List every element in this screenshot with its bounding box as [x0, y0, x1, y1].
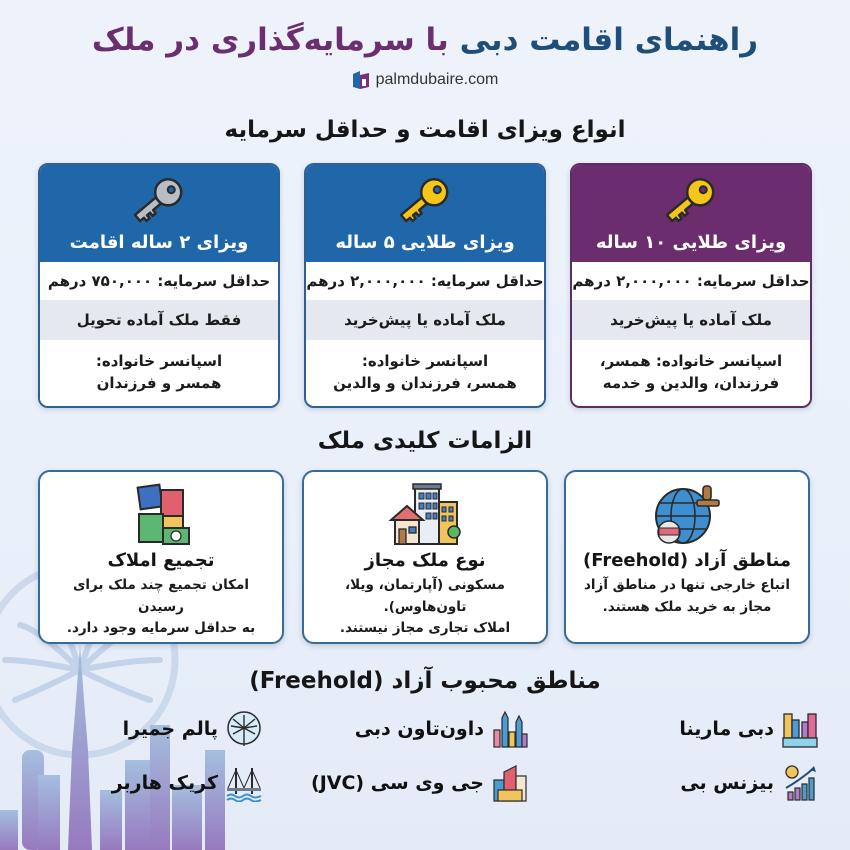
buildings-icon: [385, 482, 465, 548]
requirement-title: تجمیع املاک: [107, 550, 215, 571]
zone-palm-jumeirah: [123, 710, 262, 748]
requirement-description: امکان تجمیع چند ملک برای رسیدن به حداقل سرمایه وجود دارد.: [66, 577, 256, 637]
property-status: ملک آماده یا پیش‌خرید: [572, 300, 810, 340]
family-sponsor: اسپانسر خانواده: همسر، فرزندان و والدین: [306, 340, 544, 406]
visa-section-title: انواع ویزای اقامت و حداقل سرمایه: [224, 117, 626, 143]
zone-business-bay: [680, 764, 818, 802]
jvc-buildings-icon: [492, 764, 528, 802]
visa-card-10-year: [570, 163, 812, 408]
visa-title: ویزای طلایی ۱۰ ساله: [595, 232, 787, 253]
visa-title: ویزای طلایی ۵ ساله: [335, 232, 515, 253]
family-sponsor: اسپانسر خانواده: همسر، فرزندان، والدین و خدمه: [572, 340, 810, 406]
requirement-card-property-type: [302, 470, 548, 644]
visa-card-2-year: [38, 163, 280, 408]
silver-key-icon: [127, 171, 191, 229]
requirement-card-freehold: [564, 470, 810, 644]
zone-name: داون‌تاون دبی: [354, 718, 484, 740]
creek-bridge-icon: [226, 764, 262, 802]
min-investment: حداقل سرمایه: ۷۵۰,۰۰۰ درهم: [40, 262, 278, 300]
gold-key-icon: [393, 171, 457, 229]
zone-name: دبی مارینا: [679, 718, 774, 740]
min-investment: حداقل سرمایه: ۲,۰۰۰,۰۰۰ درهم: [306, 262, 544, 300]
property-status: ملک آماده یا پیش‌خرید: [306, 300, 544, 340]
zone-downtown-dubai: [355, 710, 528, 748]
title-part2: با سرمایه‌گذاری در ملک: [91, 22, 449, 58]
requirements-section-title: الزامات کلیدی ملک: [317, 428, 533, 454]
brand-logo-icon: [352, 70, 370, 90]
puzzle-money-icon: [121, 482, 201, 548]
zone-name: بیزنس بی: [680, 772, 774, 794]
requirement-description: اتباع خارجی تنها در مناطق آزاد مجاز به خرید ملک هستند.: [584, 577, 790, 615]
requirement-description: مسکونی (آپارتمان، ویلا، تاون‌هاوس). املاک تجاری مجاز نیستند.: [339, 577, 511, 637]
zone-creek-harbour: [112, 764, 262, 802]
title-part1: راهنمای اقامت دبی: [459, 22, 759, 58]
zone-name: جی وی سی (JVC): [311, 772, 484, 794]
brand-url[interactable]: palmdubaire.com: [375, 71, 499, 88]
palm-island-icon: [226, 710, 262, 748]
gold-key-icon: [659, 171, 723, 229]
globe-stamp-icon: [647, 482, 727, 548]
requirement-card-aggregation: [38, 470, 284, 644]
min-investment: حداقل سرمایه: ۲,۰۰۰,۰۰۰ درهم: [572, 262, 810, 300]
page-title: [0, 22, 850, 58]
zone-name: پالم جمیرا: [122, 718, 218, 740]
property-status: فقط ملک آماده تحویل: [40, 300, 278, 340]
visa-card-5-year: [304, 163, 546, 408]
brand[interactable]: [0, 70, 850, 90]
requirement-title: نوع ملک مجاز: [364, 550, 486, 571]
business-growth-icon: [782, 764, 818, 802]
zones-section-title: مناطق محبوب آزاد (Freehold): [249, 668, 601, 694]
zone-jvc: [311, 764, 528, 802]
zone-dubai-marina: [679, 710, 818, 748]
requirement-title: مناطق آزاد (Freehold): [582, 550, 792, 571]
visa-title: ویزای ۲ ساله اقامت: [69, 232, 249, 253]
zone-name: کریک هاربر: [111, 772, 218, 794]
family-sponsor: اسپانسر خانواده: همسر و فرزندان: [40, 340, 278, 406]
marina-towers-icon: [782, 710, 818, 748]
downtown-skyline-icon: [492, 710, 528, 748]
